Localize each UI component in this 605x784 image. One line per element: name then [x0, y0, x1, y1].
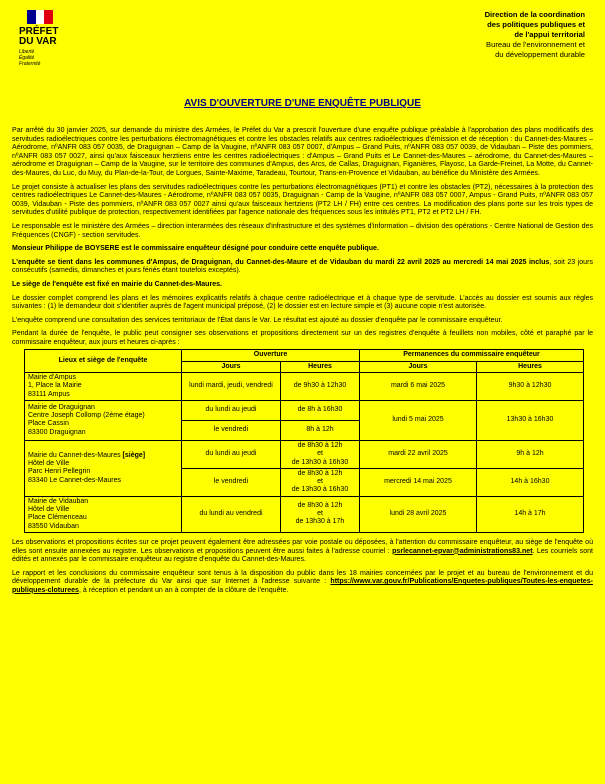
permanence-day: lundi 5 mai 2025 — [360, 400, 477, 440]
location-line: 83111 Ampus — [28, 390, 70, 398]
location-line: 83300 Draguignan — [28, 428, 86, 436]
table-row — [25, 400, 584, 420]
location-line: 83550 Vidauban — [28, 522, 79, 530]
header-lieux: Lieux et siège de l'enquête — [25, 350, 182, 373]
email-link[interactable]: psrlecannet-epvar@administrations83.net — [392, 547, 533, 555]
opening-hours: de 8h à 16h30 — [281, 400, 360, 420]
directorate-line2: des politiques publiques et — [487, 20, 585, 29]
location-draguignan — [25, 400, 182, 440]
paragraph-dossier: Le dossier complet comprend les plans et les mémoires explicatifs relatifs à chaque centre radioélectrique et à chaque type de servitude. L'accès au dossier est soumis aux règles suivantes : (1) le demandeur doit s'identifier auprès de l'agent municipal préposé, (2) le dossier est en lecture simple et (3) aucune copie n'est autorisée. — [12, 294, 593, 311]
location-line: Mairie de Vidauban — [28, 497, 89, 505]
paragraph-consultation: L'enquête comprend une consultation des services territoriaux de l'État dans le Var. Le résultat est ajouté au dossier d'enquête par le commissaire enquêteur. — [12, 316, 503, 324]
opening-hours: de 9h30 à 12h30 — [281, 373, 360, 401]
dates-rest: , soit 23 jours consécutifs (samedis, dimanches et jours fériés étant toutefois exceptés). — [12, 258, 593, 275]
directorate-line1: Direction de la coordination — [484, 10, 585, 19]
directorate-line5: du développement durable — [495, 50, 585, 59]
paragraph-report — [12, 570, 593, 596]
header-heures-perm: Heures — [477, 361, 584, 372]
siege-label: [siège] — [122, 451, 146, 459]
location-line: Mairie de Draguignan — [28, 403, 95, 411]
opening-days: lundi mardi, jeudi, vendredi — [182, 373, 281, 401]
hours-line: et — [317, 510, 323, 518]
location-line: Place Cassin — [28, 420, 69, 428]
location-line: Mairie d'Ampus — [28, 374, 77, 382]
location-cannet — [25, 440, 182, 496]
permanence-hours: 9h30 à 12h30 — [477, 373, 584, 401]
hours-line: de 13h30 à 16h30 — [291, 458, 349, 466]
header-heures: Heures — [281, 361, 360, 372]
dates-bold: L'enquête se tient dans les communes d'Ampus, de Draguignan, du Cannet-des-Maure et de Vidauban du mardi 22 avril 2025 au mercredi 14 mai 2025 inclus — [12, 258, 550, 266]
hours-line: de 13h30 à 16h30 — [291, 486, 349, 494]
opening-hours — [281, 496, 360, 532]
report-text: Le rapport et les conclusions du commissaire enquêteur sont tenus à la disposition du public dans les 18 mairies concernées par le projet et au bureau de l'environnement et du développement durable de la préfecture du Var ainsi que sur Internet à l'adresse suivante : — [12, 569, 593, 586]
permanence-hours: 13h30 à 16h30 — [477, 400, 584, 440]
report-text-end: , à réception et pendant un an à compter de la clôture de l'enquête. — [78, 586, 289, 594]
permanence-day: lundi 28 avril 2025 — [360, 496, 477, 532]
location-line: Parc Henri Pellegrin — [28, 468, 91, 476]
hours-line: et — [317, 478, 323, 486]
hours-line: de 8h30 à 12h — [297, 501, 343, 509]
paragraph-responsible: Le responsable est le ministère des Armées – direction interarmées des réseaux d'infrastructure et des systèmes d'information – division des opérations - Centre National de Gestion des Fréquences (CNGF) - section servitudes. — [12, 222, 593, 239]
location-name: Mairie du Cannet-des-Maures — [28, 451, 123, 459]
hours-line: de 8h30 à 12h — [297, 469, 343, 477]
location-line: 1, Place la Mairie — [28, 382, 82, 390]
website-link[interactable]: https://www.var.gouv.fr/Publications/Enquetes-publiques/Toutes-les-enquetes-publiques-cloturees — [12, 578, 593, 594]
opening-days: du lundi au jeudi — [182, 400, 281, 420]
motto-liberte: Liberté — [19, 49, 35, 55]
location-line: Hôtel de Ville — [28, 460, 70, 468]
hours-line: de 13h30 à 17h — [295, 518, 345, 526]
location-line: Place Clémenceau — [28, 514, 87, 522]
logo-motto — [19, 49, 69, 67]
paragraph-seat: Le siège de l'enquête est fixé en mairie du Cannet-des-Maures. — [12, 280, 223, 288]
logo-name-line2: DU VAR — [19, 36, 57, 47]
header-ouverture: Ouverture — [182, 350, 360, 361]
opening-hours — [281, 440, 360, 468]
permanence-day: mardi 22 avril 2025 — [360, 440, 477, 468]
paragraph-dates — [12, 259, 593, 276]
opening-hours: 8h à 12h — [281, 420, 360, 440]
opening-days: du lundi au jeudi — [182, 440, 281, 468]
notice-body — [12, 127, 593, 600]
table-row — [25, 440, 584, 468]
header-jours-perm: Jours — [360, 361, 477, 372]
location-line: Hôtel de Ville — [28, 506, 70, 514]
logo-name-line1: PRÉFET — [19, 26, 59, 37]
location-vidauban — [25, 496, 182, 532]
observations-text: Les observations et propositions écrites sur ce projet peuvent également être adressées par voie postale ou déposées, à l'attention du commissaire enquêteur, au siège de l'enquête où elles sont ensuite annexées au registre. Les observations et propositions peuvent être aussi faites à l'adresse courriel : — [12, 538, 593, 555]
directorate-line3: de l'appui territorial — [514, 30, 585, 39]
directorate-header — [385, 10, 585, 60]
observations-text-end: . Les courriels sont édités et annexés par le commissaire enquêteur au registre d'enquête du Cannet-des-Maures. — [12, 547, 593, 564]
location-line: 83340 Le Cannet-des-Maures — [28, 476, 122, 484]
paragraph-written-observations — [12, 539, 593, 565]
permanence-day: mardi 6 mai 2025 — [360, 373, 477, 401]
paragraph-decree: Par arrêté du 30 janvier 2025, sur demande du ministre des Armées, le Préfet du Var a prescrit l'ouverture d'une enquête publique préalable à l'approbation des plans modificatifs des servitudes radioélectriques contre les perturbations électromagnétiques et contre les obstacles relatifs aux centres radioélectriques d'émission et de réception : du Cannet-des-Maures – Aérodrome, nºANFR 083 057 0035, de Draguignan – Camp de la Vaugine, nºANFR 083 057 0007, d'Ampus – Grand Puits, nºANFR 083 057 0039, de Vidauban – Piste des pommiers, nºANFR 083 057 0027, ainsi qu'aux faisceaux herztiens entre les centres radioélectriques : d'Ampus – Grand Puits et Le Cannet-des-Maures – aérodrome, du Cannet-des-Maures – aérodrome et Draguignan – Camp de la Vaugine, sur le territoire des communes d'Ampus, des Arcs, de Callas, Draguignan, Figanières, Flayosc, La Garde-Freinet, La Motte, du Cannet-des-Maures, du Luc, du Muy, du Plan-de-la-Tour, de Lorgues, Sainte-Maxime, Taradeau, Tourtour, Trans-en-Provence et Vidauban, au bénéfice du Ministère des Armées. — [12, 127, 593, 177]
opening-days: du lundi au vendredi — [182, 496, 281, 532]
table-row — [25, 373, 584, 401]
opening-days: le vendredi — [182, 468, 281, 496]
schedule-table — [24, 349, 584, 532]
hours-line: de 8h30 à 12h — [297, 441, 343, 449]
table-row — [25, 496, 584, 532]
location-ampus — [25, 373, 182, 401]
motto-fraternite: Fraternité — [19, 61, 41, 67]
logo-name — [19, 27, 69, 47]
permanence-hours: 14h à 17h — [477, 496, 584, 532]
motto-egalite: Égalité — [19, 55, 35, 61]
paragraph-project: Le projet consiste à actualiser les plans des servitudes radioélectriques contre les perturbations électromagnétiques (PT1) et contre les obstacles (PT2), nécessaires à la protection des centres radioélectriques Le Cannet-des-Maures - Aérodrome, nºANFR 083 057 0035, Draguignan - Camp de la Vaugine, nºANFR 083 057 0007, Ampus - Grand Puits, nºANFR 083 057 0039, Vidauban - Piste des pommiers, nºANFR 083 057 0027 ainsi qu'aux faisceaux hertziens (PT2 LH / FH) entre ces centres. La modification des plans porte sur les trois types de servitudes d'utilité publique de protection, respectivement identifiées par l'agence nationale des fréquences sous les intitulés PT1, PT2 et PT2 LH / FH. — [12, 183, 593, 217]
hours-line: et — [317, 450, 323, 458]
paragraph-commissioner: Monsieur Philippe de BOYSERE est le commissaire enquêteur désigné pour conduire cette enquête publique. — [12, 245, 379, 253]
prefet-logo — [19, 10, 69, 67]
opening-hours — [281, 468, 360, 496]
header-permanences: Permanences du commissaire enquêteur — [360, 350, 584, 361]
location-line — [28, 452, 178, 460]
permanence-hours: 14h à 16h30 — [477, 468, 584, 496]
header-jours: Jours — [182, 361, 281, 372]
permanence-hours: 9h à 12h — [477, 440, 584, 468]
directorate-line4: Bureau de l'environnement et — [486, 40, 585, 49]
opening-days: le vendredi — [182, 420, 281, 440]
permanence-day: mercredi 14 mai 2025 — [360, 468, 477, 496]
location-line: Centre Joseph Collomp (2ème étage) — [28, 412, 145, 420]
page-title: AVIS D'OUVERTURE D'UNE ENQUÊTE PUBLIQUE — [184, 98, 421, 109]
paragraph-registers: Pendant la durée de l'enquête, le public peut consigner ses observations et propositions directement sur un des registres d'enquête à feuillets non mobiles, côté et paraphé par le commissaire enquêteur, aux jours et heures ci-après : — [12, 330, 593, 346]
marianne-flag-icon — [27, 10, 53, 24]
